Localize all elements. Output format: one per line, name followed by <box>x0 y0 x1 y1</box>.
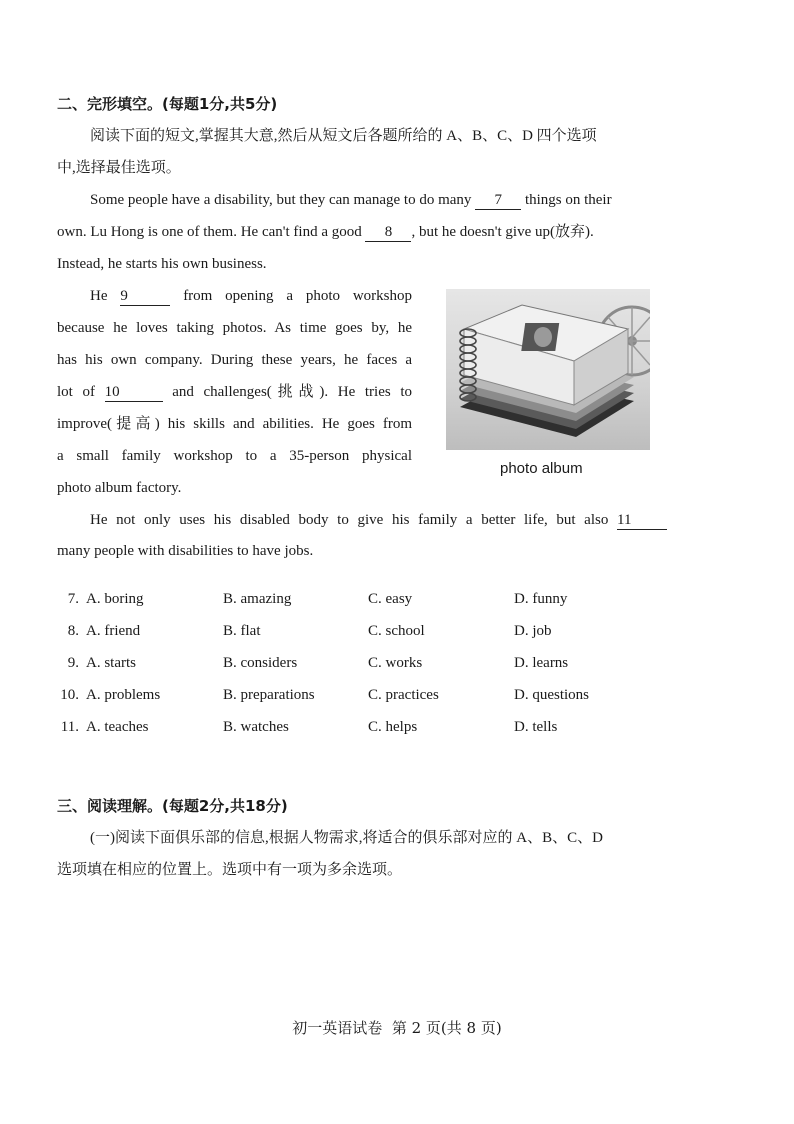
passage-line: has his own company. During these years, he faces a <box>57 352 412 368</box>
blank-9: 9 <box>120 288 170 306</box>
option-b: B. considers <box>223 655 298 671</box>
section2-heading: 二、完形填空。(每题1分,共5分) <box>57 95 278 113</box>
passage-line <box>57 222 594 242</box>
passage-text: lot of <box>57 384 95 400</box>
passage-line <box>90 510 667 530</box>
option-a: A. friend <box>86 623 141 639</box>
option-a: A. boring <box>86 591 144 607</box>
option-d: D. funny <box>514 591 568 607</box>
option-c: C. practices <box>368 687 439 703</box>
section2-instruction-line1: 阅读下面的短文,掌握其大意,然后从短文后各题所给的 A、B、C、D 四个选项 <box>90 128 597 144</box>
passage-line: improve(提高) his skills and abilities. He goes from <box>57 416 412 432</box>
page-footer: 初一英语试卷 第 2 页(共 8 页) <box>292 1019 502 1037</box>
passage-text: Some people have a disability, but they can manage to do many <box>90 192 472 208</box>
section2-instruction-line2: 中,选择最佳选项。 <box>57 160 181 176</box>
question-number: 11. <box>60 719 79 735</box>
option-c: C. helps <box>368 719 418 735</box>
option-a: A. teaches <box>86 719 149 735</box>
blank-7: 7 <box>475 192 521 210</box>
photo-album-illustration <box>446 289 650 450</box>
blank-10: 10 <box>105 384 163 402</box>
passage-line <box>90 190 612 210</box>
option-b: B. preparations <box>223 687 315 703</box>
passage-line: many people with disabilities to have jobs. <box>57 543 314 559</box>
option-c: C. works <box>368 655 423 671</box>
passage-text: own. Lu Hong is one of them. He can't find a good <box>57 224 362 240</box>
passage-line <box>57 382 412 402</box>
blank-8: 8 <box>365 224 411 242</box>
option-a: A. starts <box>86 655 136 671</box>
option-d: D. tells <box>514 719 558 735</box>
option-c: C. easy <box>368 591 413 607</box>
passage-text: from opening a photo workshop <box>183 288 413 304</box>
option-c: C. school <box>368 623 425 639</box>
passage-line: photo album factory. <box>57 480 182 496</box>
image-caption: photo album <box>500 460 583 477</box>
blank-11: 11 <box>617 512 667 530</box>
passage-line: Instead, he starts his own business. <box>57 256 267 272</box>
section3-instruction-line2: 选项填在相应的位置上。选项中有一项为多余选项。 <box>57 862 403 878</box>
option-a: A. problems <box>86 687 161 703</box>
passage-text: , but he doesn't give up(放弃). <box>411 224 594 240</box>
option-b: B. amazing <box>223 591 292 607</box>
question-number: 10. <box>60 687 79 703</box>
option-d: D. job <box>514 623 552 639</box>
section3-heading: 三、阅读理解。(每题2分,共18分) <box>57 797 288 815</box>
passage-text: things on their <box>524 192 612 208</box>
passage-text: He not only uses his disabled body to give his family a better life, but also <box>90 512 609 528</box>
passage-line <box>90 286 412 306</box>
option-d: D. questions <box>514 687 589 703</box>
passage-text: and challenges(挑战). He tries to <box>172 384 412 400</box>
photo-album-image <box>446 289 650 450</box>
option-b: B. flat <box>223 623 261 639</box>
passage-line: a small family workshop to a 35-person physical <box>57 448 412 464</box>
section3-instruction-line1: (一)阅读下面俱乐部的信息,根据人物需求,将适合的俱乐部对应的 A、B、C、D <box>90 830 603 846</box>
question-number: 9. <box>67 655 79 671</box>
passage-text: He <box>90 288 108 304</box>
question-number: 8. <box>67 623 79 639</box>
passage-line: because he loves taking photos. As time goes by, he <box>57 320 412 336</box>
option-b: B. watches <box>223 719 289 735</box>
option-d: D. learns <box>514 655 569 671</box>
question-number: 7. <box>67 591 79 607</box>
